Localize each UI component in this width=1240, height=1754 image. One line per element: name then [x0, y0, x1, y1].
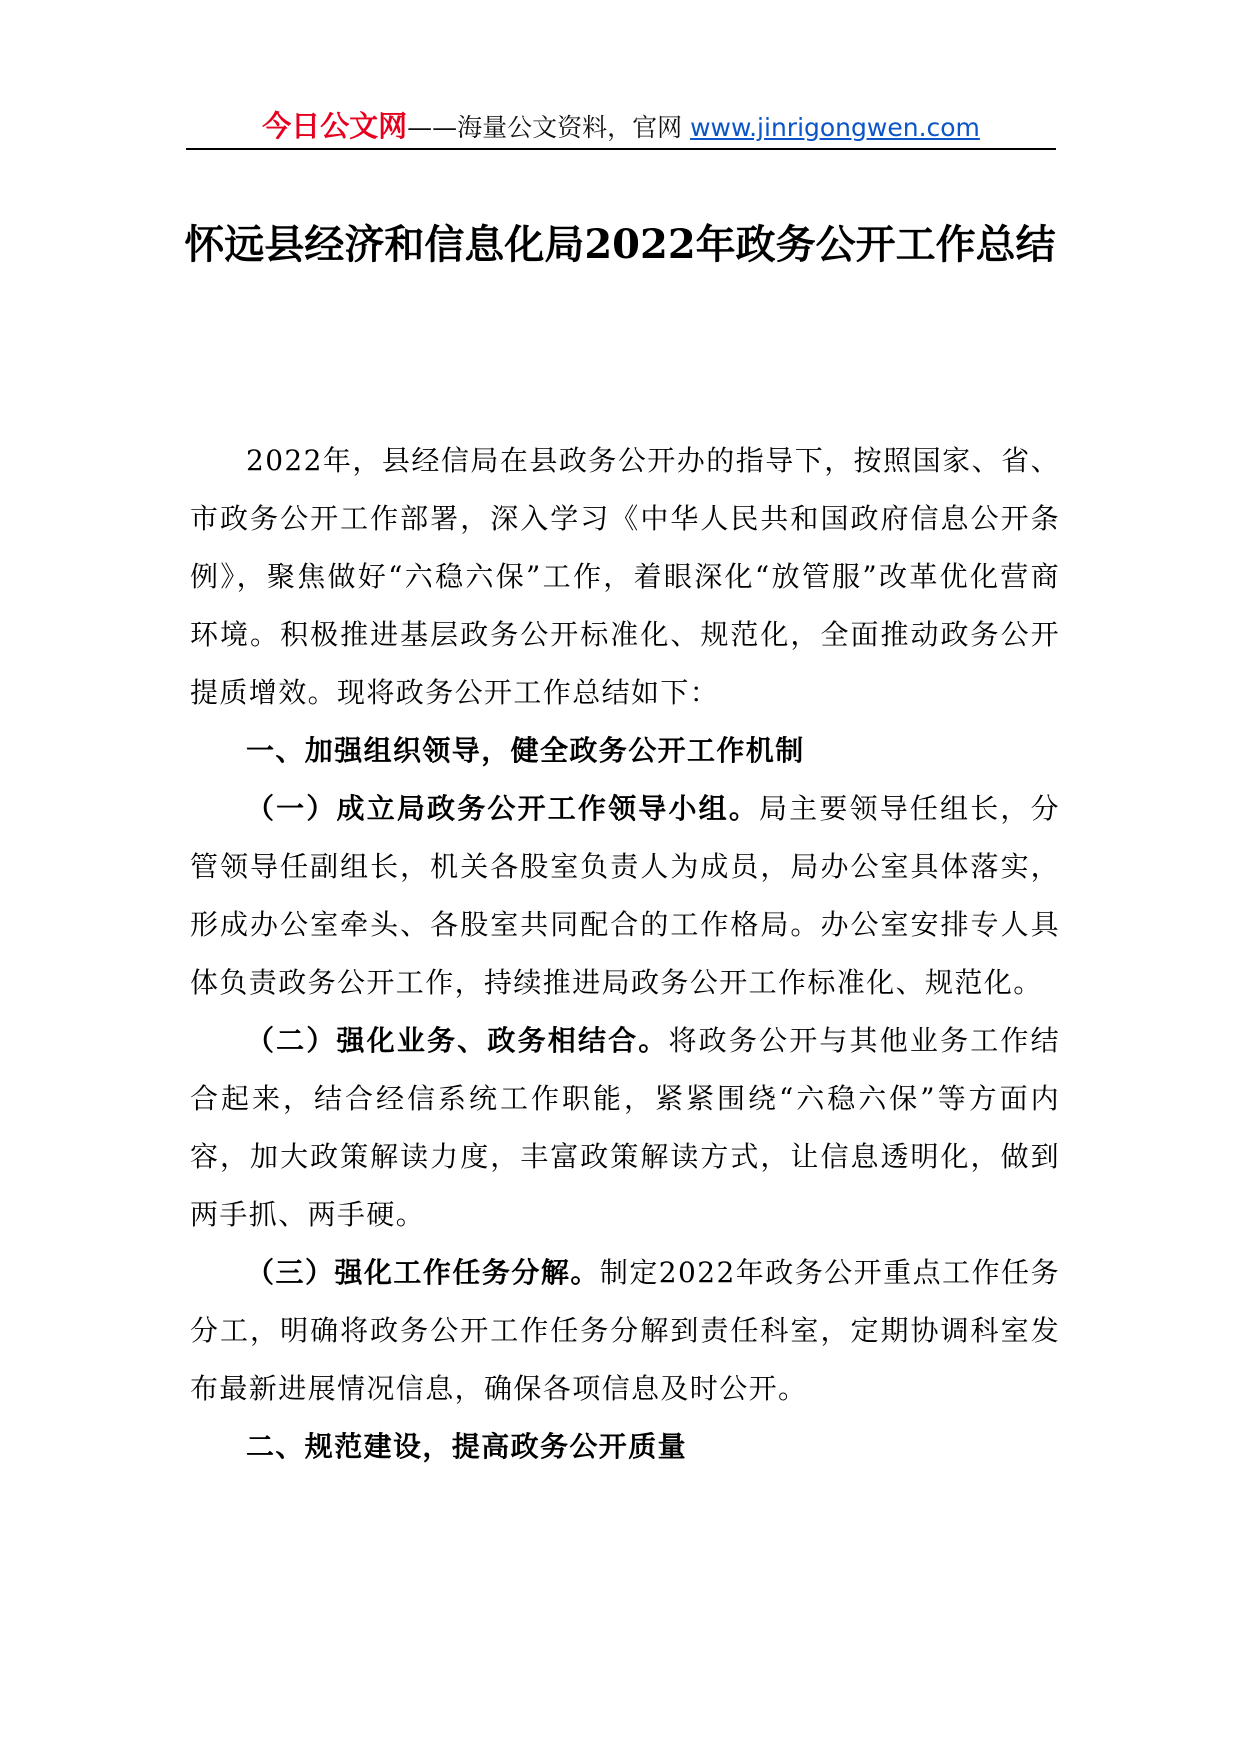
- section-1-item-1-lead: （一）成立局政务公开工作领导小组。: [246, 792, 759, 825]
- site-header: [186, 104, 1056, 148]
- site-tagline: ——海量公文资料，官网: [407, 113, 691, 142]
- section-1-item-2-text: 将政务公开与其他业务工作结合起来，结合经信系统工作职能，紧紧围绕“六稳六保”等方面内容，加大政策解读力度，丰富政策解读方式，让信息透明化，做到两手抓、两手硬。: [190, 1024, 1061, 1231]
- section-1-item-2: [190, 1012, 1060, 1244]
- section-1-heading: 一、加强组织领导，健全政务公开工作机制: [246, 734, 805, 767]
- site-url-link[interactable]: www.jinrigongwen.com: [690, 113, 980, 142]
- intro-paragraph: 2022年，县经信局在县政务公开办的指导下，按照国家、省、市政务公开工作部署，深入学习《中华人民共和国政府信息公开条例》，聚焦做好“六稳六保”工作，着眼深化“放管服”改革优化营商环境。积极推进基层政务公开标准化、规范化，全面推动政务公开提质增效。现将政务公开工作总结如下：: [190, 444, 1060, 709]
- section-1-item-3: [190, 1244, 1060, 1418]
- section-2-heading: 二、规范建设，提高政务公开质量: [246, 1430, 688, 1463]
- section-1-item-1-text: 局主要领导任组长，分管领导任副组长，机关各股室负责人为成员，局办公室具体落实，形成办公室牵头、各股室共同配合的工作格局。办公室安排专人具体负责政务公开工作，持续推进局政务公开工作标准化、规范化。: [190, 792, 1060, 999]
- document-body: [190, 432, 1060, 1476]
- section-1-item-2-lead: （二）强化业务、政务相结合。: [246, 1024, 669, 1057]
- site-brand: 今日公文网: [262, 109, 408, 143]
- section-1-item-3-lead: （三）强化工作任务分解。: [246, 1256, 600, 1289]
- header-divider: [186, 148, 1056, 150]
- section-1-item-1: [190, 780, 1060, 1012]
- section-1-item-3-text: 制定2022年政务公开重点工作任务分工，明确将政务公开工作任务分解到责任科室，定期协调科室发布最新进展情况信息，确保各项信息及时公开。: [190, 1256, 1060, 1405]
- document-title: 怀远县经济和信息化局2022年政务公开工作总结: [184, 221, 1056, 268]
